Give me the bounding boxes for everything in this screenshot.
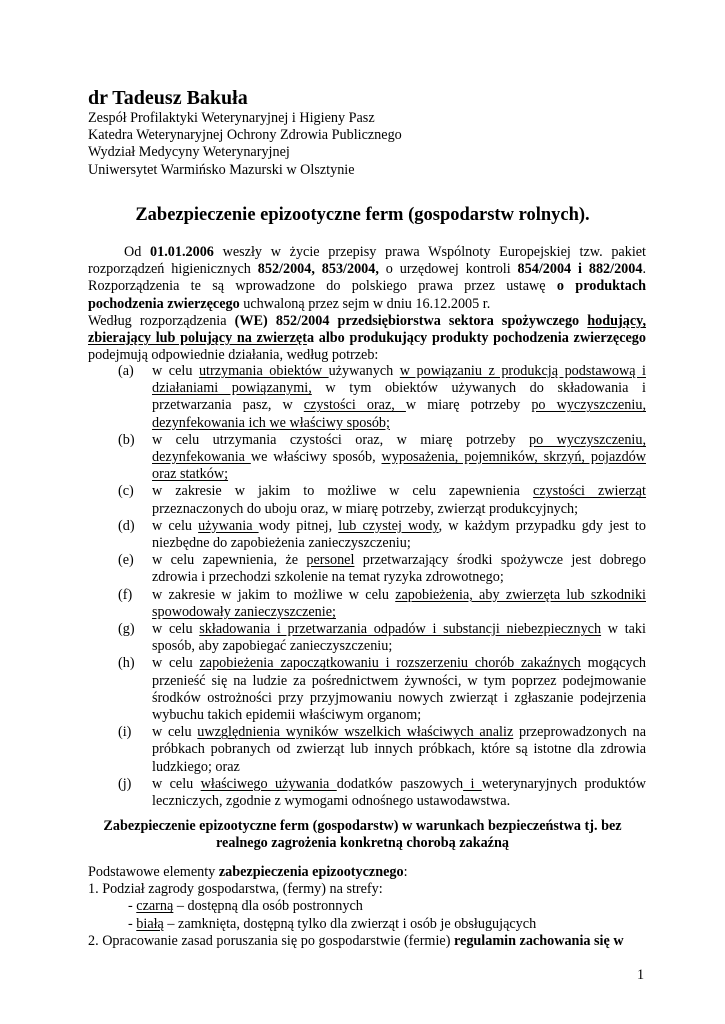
text-run: uchwaloną przez sejm w dniu 16.12.2005 r. [239, 295, 491, 312]
list-item-label: (f) [118, 586, 133, 603]
list-item-text [152, 432, 646, 484]
text-run: w zakresie w jakim to możliwe w celu [152, 586, 396, 603]
list-item [88, 621, 646, 655]
list-item-text [152, 587, 646, 621]
law-name: o produktach pochodzenia zwierzęcego [88, 278, 647, 312]
intro-paragraph-2 [88, 313, 646, 365]
underlined-bold-run: hodujący, zbierający lub polujący na zwierzęt [88, 312, 647, 347]
list-item-label: (b) [118, 431, 135, 448]
regulation-numbers: 852/2004, 853/2004, [257, 261, 379, 278]
list-item [88, 587, 646, 621]
list-item-text [152, 363, 646, 432]
text-run: podejmują odpowiednie działania, według potrzeb: [88, 347, 379, 364]
list-item-label: (c) [118, 483, 134, 500]
list-item-text [152, 621, 646, 655]
section-heading-line: Zabezpieczenie epizootyczne ferm (gospodarstw) w warunkach bezpieczeństwa tj. bez [103, 818, 622, 834]
list-item-label: (i) [118, 724, 132, 741]
text-run: przetwarzający środki spożywcze jest dobrego zdrowia i przechodzi szkolenie na temat ryzyka zdrowotnego; [152, 552, 646, 586]
underlined-run: utrzymania obiektów [198, 363, 329, 379]
list-item-text [152, 518, 646, 552]
underlined-run: zapobieżenia zapoczątkowaniu i rozszerzeniu chorób zakaźnych [199, 655, 581, 672]
list-item [88, 518, 646, 552]
bold-run: (WE) 852/2004 przedsiębiorstwa sektora spożywczego [226, 312, 588, 329]
list-item-text [152, 552, 646, 586]
text-run: w celu [152, 363, 199, 379]
affiliation-line: Katedra Weterynaryjnej Ochrony Zdrowia Publicznego [88, 127, 402, 144]
dash: - [128, 898, 137, 915]
page-number: 1 [637, 967, 645, 983]
list-item-text [152, 776, 646, 810]
regulation-numbers: 854/2004 i 882/2004 [517, 261, 643, 278]
affiliation-line: Zespół Profilaktyki Weterynaryjnej i Higieny Pasz [88, 110, 375, 126]
text-run: w celu [152, 621, 200, 638]
list-item [88, 776, 646, 810]
text-run: – zamknięta, dostępną tylko dla zwierząt i osób je obsługujących [163, 915, 537, 932]
text-run: mogących przenieść się na ludzie za pośrednictwem żywności, w tym poprzez podejmowanie środków ostrożności przy przyjmowaniu nowych zwierząt i zgłaszanie podejrzenia wybuchu takich epidemii właściwym organom; [152, 655, 646, 724]
list-item [88, 363, 646, 432]
bold-run: a albo produkujący produkty pochodzenia zwierzęcego [306, 330, 646, 347]
text-run: używanych [328, 363, 400, 379]
zone-name: białą [136, 915, 164, 932]
bold-run: regulamin zachowania się w [453, 932, 624, 949]
section-heading-line: realnego zagrożenia konkretną chorobą zakaźną [216, 835, 509, 852]
list-item-label: (d) [118, 517, 135, 534]
text-run: Od [124, 244, 151, 260]
elements-point-1: 1. Podział zagrody gospodarstwa, (fermy) na strefy: [88, 881, 383, 898]
text-run: wody pitnej, [258, 517, 339, 534]
zone-black [88, 898, 648, 915]
underlined-run: czystości oraz, [303, 397, 406, 414]
date-emphasis: 01.01.2006 [150, 244, 214, 260]
text-run: weterynaryjnych produktów leczniczych, zgodnie z wymogami odnośnego ustawodawstwa. [152, 775, 646, 810]
text-run: Podstawowe elementy [88, 864, 219, 880]
text-run: w miarę potrzeby [405, 397, 532, 414]
affiliation-line: Wydział Medycyny Weterynaryjnej [88, 144, 290, 161]
underlined-run: składowania i przetwarzania odpadów i substancji niebezpiecznych [199, 621, 602, 638]
text-run: w zakresie w jakim to możliwe w celu zapewnienia [152, 483, 533, 500]
list-item-label: (h) [118, 655, 135, 672]
elements-intro [88, 864, 648, 881]
text-run: przeznaczonych do uboju oraz, w miarę potrzeby, zwierząt produkcyjnych; [152, 500, 579, 517]
underlined-run: czystości zwierząt [532, 483, 647, 500]
underlined-run: i [463, 775, 482, 792]
text-run: w celu [152, 775, 201, 792]
intro-text [88, 244, 646, 364]
list-item-text [152, 483, 646, 517]
underlined-run: po wyczyszczeniu, dezynfekowania ich we właściwy sposób; [152, 397, 646, 431]
underlined-run: w powiązaniu z produkcją podstawową i działaniami powiązanymi, [152, 363, 646, 397]
underlined-run: wyposażenia, pojemników, skrzyń, pojazdów oraz statków; [152, 449, 647, 483]
author-name: dr Tadeusz Bakuła [88, 87, 248, 109]
underlined-run: po wyczyszczeniu, dezynfekowania [152, 431, 646, 466]
intro-paragraph-1 [88, 244, 646, 313]
list-item-label: (e) [118, 552, 134, 569]
list-item [88, 432, 646, 484]
underlined-run: zapobieżenia, aby zwierzęta lub szkodniki spowodowały zanieczyszczenie; [152, 586, 646, 620]
elements-section [88, 864, 648, 950]
elements-point-2 [88, 933, 648, 950]
text-run: : [403, 864, 408, 880]
text-run: – dostępną dla osób postronnych [173, 898, 363, 915]
underlined-run: właściwego używania [200, 775, 337, 792]
text-run: w celu [152, 655, 200, 672]
text-run: w tym obiektów używanych do składowania i przetwarzania pasz, w [152, 380, 646, 414]
bold-run: zabezpieczenia epizootycznego [218, 864, 404, 880]
underlined-run: uwzględnienia wyników wszelkich właściwych analiz [197, 724, 514, 741]
text-run: w taki sposób, aby zapobiegać zanieczyszczeniu; [152, 621, 646, 655]
list-item-label: (g) [118, 621, 135, 638]
text-run: w celu zapewnienia, że [152, 552, 307, 569]
text-run: 2. Opracowanie zasad poruszania się po gospodarstwie (fermie) [88, 932, 454, 949]
zone-white [88, 916, 648, 933]
list-item-label: (j) [118, 775, 132, 792]
text-run: Według rozporządzenia [88, 312, 227, 329]
zone-name: czarną [136, 898, 174, 915]
text-run: . Rozporządzenia te są wprowadzone do polskiego prawa przez ustawę [88, 261, 646, 295]
text-run: we właściwy sposób, [250, 449, 382, 466]
underlined-run: lub czystej wody [338, 517, 439, 534]
list-item [88, 655, 646, 724]
dash: - [128, 915, 137, 932]
text-run: o urzędowej kontroli [378, 261, 518, 278]
affiliation-line: Uniwersytet Warmińsko Mazurski w Olsztynie [88, 161, 355, 178]
text-run: przeprowadzonych na próbkach pobranych od zwierząt lub innych próbkach, które są istotne dla zdrowia ludzkiego; oraz [152, 724, 646, 775]
text-run: w celu [152, 724, 198, 741]
text-run: w celu [152, 517, 199, 534]
list-item-label: (a) [118, 363, 134, 379]
text-run: w celu utrzymania czystości oraz, w miarę potrzeby [152, 431, 529, 448]
text-run: weszły w życie przepisy prawa Wspólnoty Europejskiej tzw. pakiet rozporządzeń higienicznych [88, 244, 646, 278]
section-heading [0, 818, 725, 852]
list-item [88, 483, 646, 517]
list-item-text [152, 655, 646, 724]
list-item [88, 724, 646, 776]
underlined-run: używania [198, 517, 259, 534]
affiliation-block [88, 110, 688, 179]
document-title: Zabezpieczenie epizootyczne ferm (gospodarstw rolnych). [135, 205, 590, 225]
text-run: dodatków paszowych [336, 775, 464, 792]
requirements-list [88, 363, 646, 810]
text-run: , w każdym przypadku gdy jest to niezbędne do zapobieżenia zanieczyszczeniu; [152, 517, 646, 552]
underlined-run: personel [306, 552, 355, 569]
list-item-text [152, 724, 646, 776]
list-item [88, 552, 646, 586]
